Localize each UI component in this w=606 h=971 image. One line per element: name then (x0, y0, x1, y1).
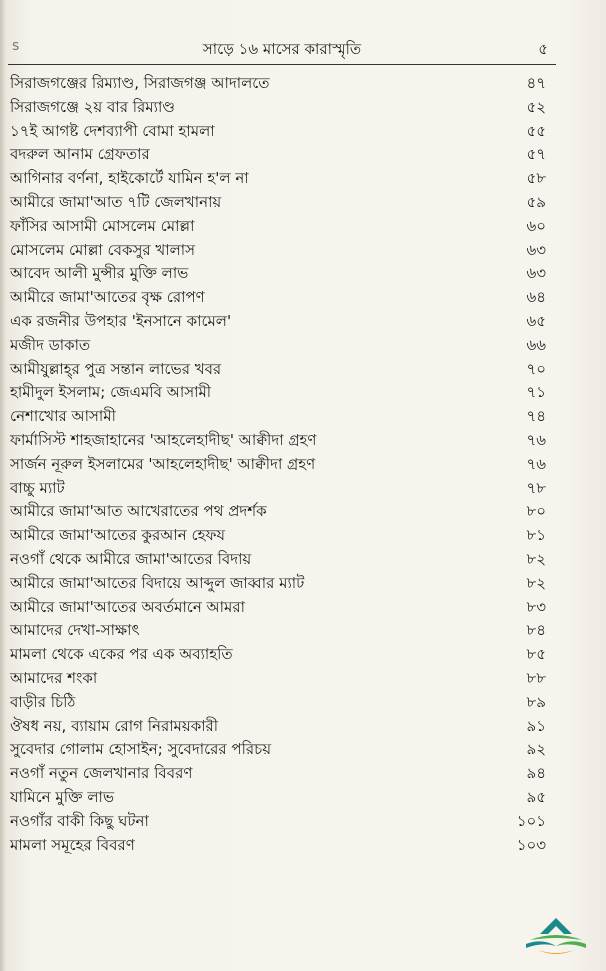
toc-entry (10, 500, 550, 524)
toc-entry-title: এক রজনীর উপহার 'ইনসানে কামেল' (10, 311, 232, 330)
toc-entry-page: ৮৫ (526, 645, 546, 664)
toc-entry-title: ঔষধ নয়, ব্যায়াম রোগ নিরাময়কারী (10, 716, 219, 735)
toc-entry-title: বাচ্চু ম্যাট (10, 478, 65, 497)
toc-entry-page: ৭৪ (526, 407, 546, 426)
toc-entry-page: ৬০ (526, 216, 546, 235)
toc-entry-title: আমীরে জামা'আত আখেরাতের পথ প্রদর্শক (10, 502, 267, 521)
toc-entry-title: বাড়ীর চিঠি (10, 692, 76, 711)
toc-entry (10, 572, 550, 596)
toc-entry-title: নেশাখোর আসামী (10, 407, 116, 426)
toc-entry-page: ৫৯ (526, 192, 546, 211)
toc-entry (10, 358, 550, 382)
toc-entry (10, 810, 550, 834)
toc-entry (10, 643, 550, 667)
header-page-number: ৫ (538, 40, 548, 58)
toc-entry (10, 477, 550, 501)
toc-entry-title: সিরাজগঞ্জে ২য় বার রিম্যাণ্ড (10, 97, 176, 116)
toc-entry-page: ৮০ (526, 502, 546, 521)
table-of-contents (10, 72, 550, 857)
toc-entry-page: ১০১ (516, 811, 546, 830)
toc-entry (10, 262, 550, 286)
header-divider (8, 64, 556, 65)
toc-entry (10, 738, 550, 762)
toc-entry (10, 215, 550, 239)
toc-entry-title: আমাদের দেখা-সাক্ষাৎ (10, 621, 140, 640)
toc-entry-page: ৭৬ (526, 454, 546, 473)
toc-entry-page: ৭০ (526, 359, 546, 378)
toc-entry-page: ৮৩ (526, 597, 546, 616)
toc-entry (10, 286, 550, 310)
toc-entry (10, 834, 550, 858)
toc-entry-title: আমীরে জামা'আত ৭টি জেলখানায় (10, 192, 222, 211)
toc-entry (10, 72, 550, 96)
toc-entry-title: আমীরে জামা'আতের বৃক্ষ রোপণ (10, 288, 205, 307)
toc-entry-title: মামলা সমূহের বিবরণ (10, 835, 135, 854)
toc-entry-page: ১০৩ (516, 835, 546, 854)
toc-entry (10, 191, 550, 215)
toc-entry-title: বদরুল আনাম গ্রেফতার (10, 145, 150, 164)
toc-entry-page: ৯৫ (526, 787, 546, 806)
header-corner-mark: s (12, 38, 20, 54)
toc-entry-page: ৮২ (526, 549, 546, 568)
toc-entry (10, 239, 550, 263)
toc-entry (10, 381, 550, 405)
toc-entry (10, 691, 550, 715)
toc-entry-page: ৭৮ (526, 478, 546, 497)
toc-entry-title: মামলা থেকে একের পর এক অব্যাহতি (10, 645, 233, 664)
toc-entry-page: ৫৫ (526, 121, 546, 140)
toc-entry-page: ৮৪ (526, 621, 546, 640)
toc-entry-page: ৬৪ (526, 288, 546, 307)
toc-entry-title: নওগাঁর বাকী কিছু ঘটনা (10, 811, 149, 830)
toc-entry-title: আমীযুল্লাহ্‌র পুত্র সন্তান লাভের খবর (10, 359, 222, 378)
toc-entry (10, 524, 550, 548)
toc-entry-title: নওগাঁ থেকে আমীরে জামা'আতের বিদায় (10, 549, 252, 568)
toc-entry-title: আগিনার বর্ণনা, হাইকোর্টে যামিন হ'ল না (10, 169, 249, 188)
toc-entry-title: ফাঁসির আসামী মোসলেম মোল্লা (10, 216, 195, 235)
toc-entry-title: আমীরে জামা'আতের অবর্তমানে আমরা (10, 597, 245, 616)
toc-entry-title: আমীরে জামা'আতের বিদায়ে আব্দুল জাব্বার ম্যাট (10, 573, 305, 592)
toc-entry (10, 596, 550, 620)
toc-entry-page: ৮১ (526, 526, 546, 545)
toc-entry (10, 143, 550, 167)
toc-entry (10, 762, 550, 786)
toc-entry (10, 786, 550, 810)
toc-entry-title: ১৭ই আগষ্ট দেশব্যাপী বোমা হামলা (10, 121, 215, 140)
toc-entry-page: ৯৪ (526, 764, 546, 783)
toc-entry-title: নওগাঁ নতুন জেলখানার বিবরণ (10, 764, 193, 783)
toc-entry (10, 96, 550, 120)
toc-entry (10, 548, 550, 572)
toc-entry-page: ৯১ (526, 716, 546, 735)
page-edge-shadow (0, 0, 6, 971)
toc-entry (10, 167, 550, 191)
toc-entry-page: ৬৬ (526, 335, 546, 354)
toc-entry-page: ৬৫ (526, 311, 546, 330)
toc-entry-page: ৬৩ (526, 240, 546, 259)
toc-entry-title: মজীদ ডাকাত (10, 335, 91, 354)
toc-entry (10, 429, 550, 453)
toc-entry (10, 453, 550, 477)
toc-entry-page: ৫৭ (526, 145, 546, 164)
toc-entry-page: ৭১ (526, 383, 546, 402)
toc-entry-page: ৮৮ (526, 668, 546, 687)
toc-entry-title: ফার্মাসিস্ট শাহজাহানের 'আহলেহাদীছ' আক্বীদা গ্রহণ (10, 430, 317, 449)
toc-entry-page: ৭৬ (526, 430, 546, 449)
toc-entry-page: ৮৯ (526, 692, 546, 711)
toc-entry (10, 310, 550, 334)
toc-entry-title: আবেদ আলী মুন্সীর মুক্তি লাভ (10, 264, 189, 283)
toc-entry-page: ৫৮ (526, 169, 546, 188)
toc-entry-title: মোসলেম মোল্লা বেকসুর খালাস (10, 240, 196, 259)
toc-entry-page: ৪৭ (526, 74, 546, 92)
toc-entry (10, 715, 550, 739)
page-header (8, 36, 556, 62)
toc-entry-title: সিরাজগঞ্জের রিম্যাণ্ড, সিরাজগঞ্জ আদালতে (10, 74, 270, 92)
toc-entry-title: আমাদের শংকা (10, 668, 98, 687)
running-title: সাড়ে ১৬ মাসের কারাস্মৃতি (202, 40, 362, 58)
toc-entry-title: সার্জন নূরুল ইসলামের 'আহলেহাদীছ' আক্বীদা গ্রহণ (10, 454, 316, 473)
toc-entry-page: ৮২ (526, 573, 546, 592)
toc-entry-title: সুবেদার গোলাম হোসাইন; সুবেদারের পরিচয় (10, 740, 272, 759)
toc-entry-page: ৬৩ (526, 264, 546, 283)
toc-entry-title: আমীরে জামা'আতের কুরআন হেফয (10, 526, 226, 545)
toc-entry-title: হামীদুল ইসলাম; জেএমবি আসামী (10, 383, 212, 402)
toc-entry (10, 120, 550, 144)
toc-entry (10, 334, 550, 358)
toc-entry (10, 667, 550, 691)
toc-entry-page: ৫২ (526, 97, 546, 116)
toc-entry (10, 619, 550, 643)
toc-entry-title: যামিনে মুক্তি লাভ (10, 787, 115, 806)
toc-entry-page: ৯২ (526, 740, 546, 759)
toc-entry (10, 405, 550, 429)
publisher-logo-icon (520, 912, 592, 960)
